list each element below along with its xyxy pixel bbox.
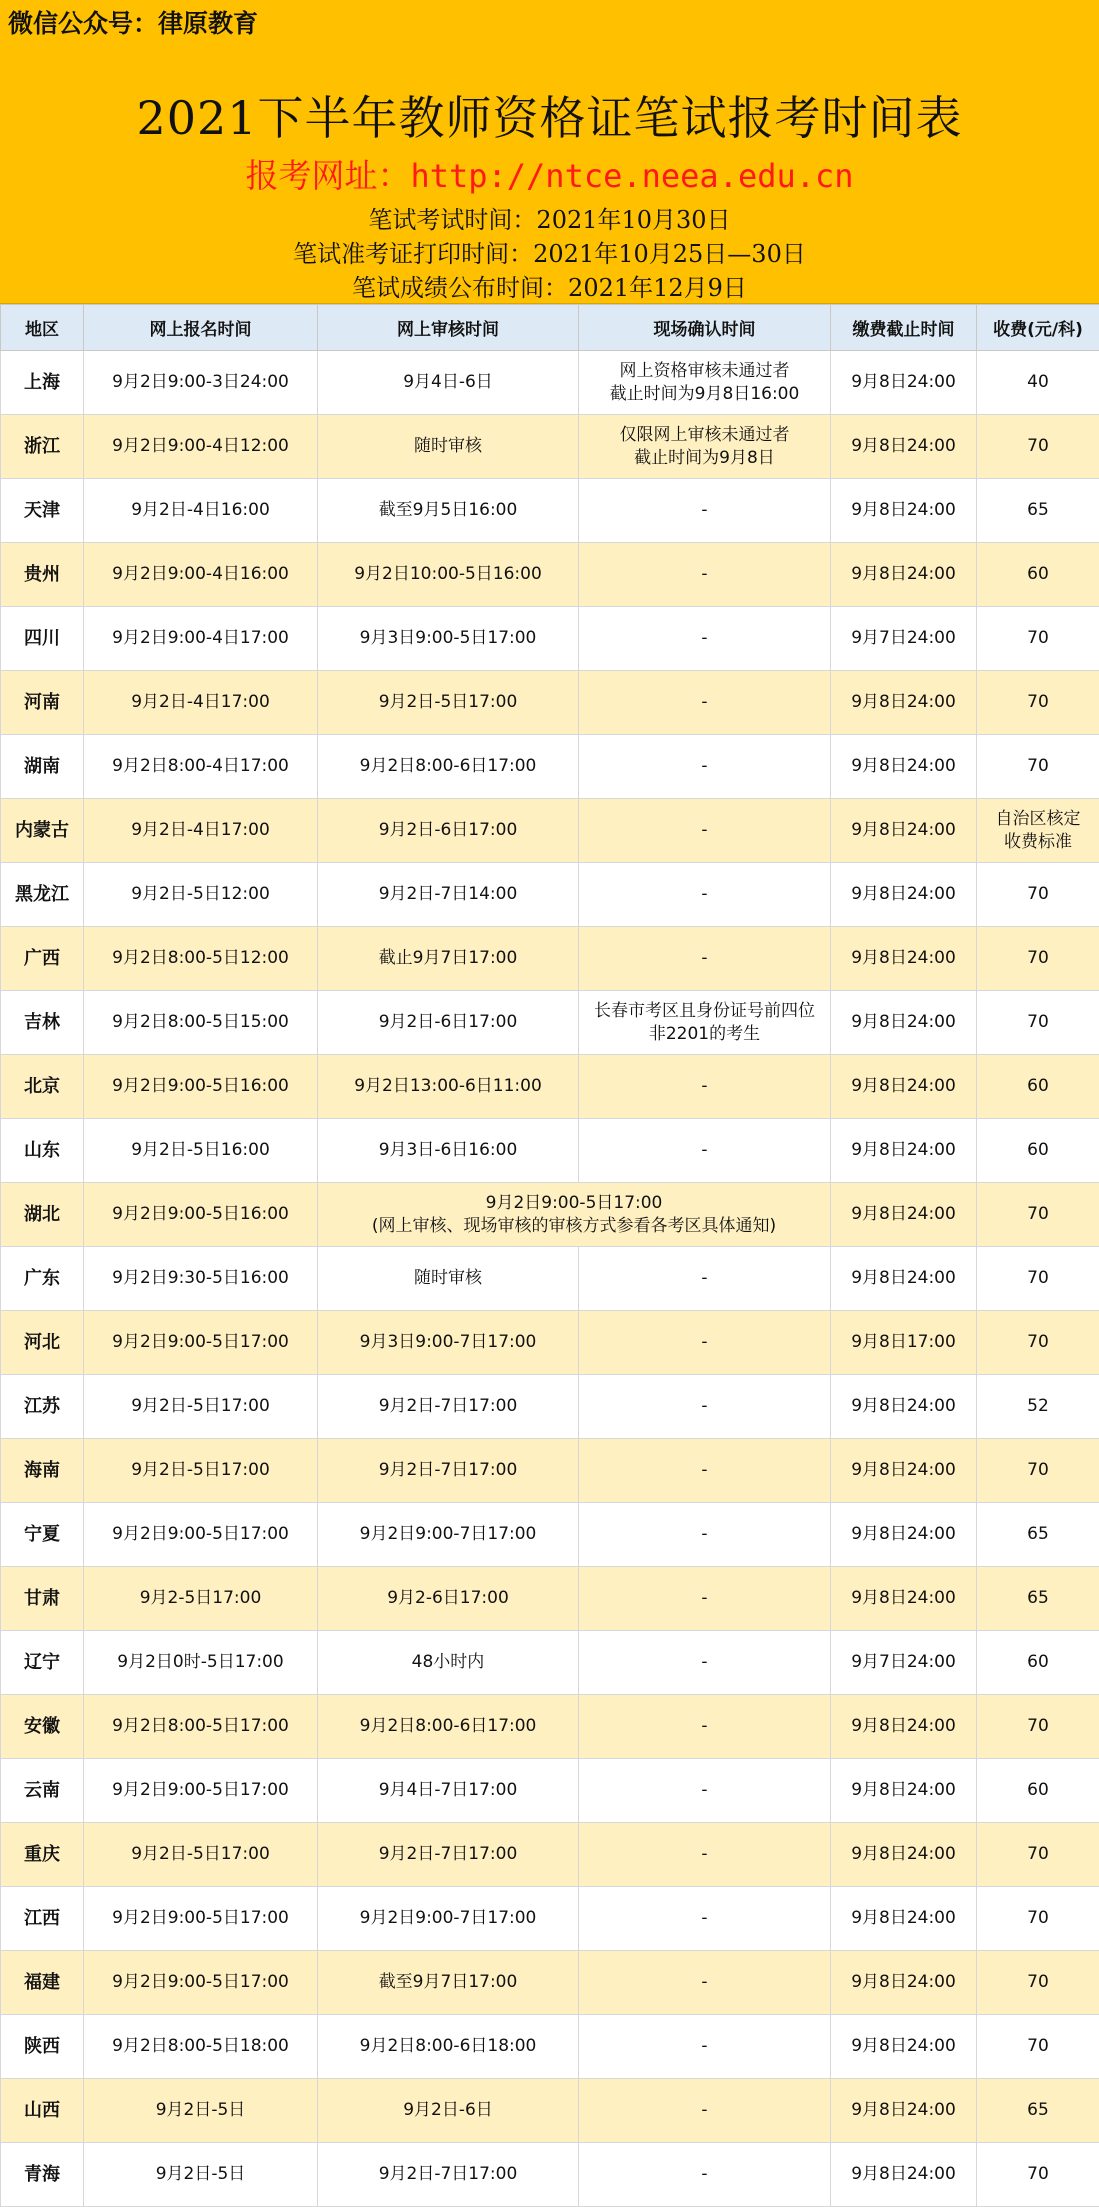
region-cell: 浙江 <box>1 415 84 479</box>
payment-deadline-cell: 9月8日24:00 <box>831 1695 977 1759</box>
confirm-time-cell <box>579 1823 831 1887</box>
fee-cell-line: 65 <box>979 1523 1097 1546</box>
register-time-cell: 9月2日-4日17:00 <box>84 799 318 863</box>
fee-cell <box>977 607 1099 671</box>
fee-cell <box>977 671 1099 735</box>
region-cell: 吉林 <box>1 991 84 1055</box>
fee-cell-line: 70 <box>979 627 1097 650</box>
confirm-time-cell-line: 长春市考区且身份证号前四位 <box>581 1000 828 1023</box>
table-row <box>1 2015 1099 2079</box>
review-time-cell: 9月2日13:00-6日11:00 <box>318 1055 579 1119</box>
register-time-cell: 9月2日-5日 <box>84 2143 318 2207</box>
confirm-time-cell-line: - <box>581 1075 828 1098</box>
fee-cell-line: 52 <box>979 1395 1097 1418</box>
region-cell: 湖南 <box>1 735 84 799</box>
payment-deadline-cell: 9月8日24:00 <box>831 351 977 415</box>
review-time-cell: 9月2日10:00-5日16:00 <box>318 543 579 607</box>
table-row <box>1 543 1099 607</box>
confirm-time-cell <box>579 1695 831 1759</box>
confirm-time-cell-line: - <box>581 1587 828 1610</box>
table-row <box>1 1823 1099 1887</box>
table-row <box>1 1119 1099 1183</box>
confirm-time-cell-line: - <box>581 1779 828 1802</box>
table-row <box>1 1631 1099 1695</box>
region-cell: 云南 <box>1 1759 84 1823</box>
confirm-time-cell <box>579 1311 831 1375</box>
confirm-time-cell-line: - <box>581 1651 828 1674</box>
review-time-cell: 9月2日-6日17:00 <box>318 799 579 863</box>
fee-cell-line: 60 <box>979 1139 1097 1162</box>
review-time-cell: 9月2日-7日17:00 <box>318 1823 579 1887</box>
page-title: 2021下半年教师资格证笔试报考时间表 <box>0 82 1099 148</box>
register-time-cell: 9月2日8:00-4日17:00 <box>84 735 318 799</box>
fee-cell-line: 70 <box>979 1971 1097 1994</box>
region-cell: 山西 <box>1 2079 84 2143</box>
payment-deadline-cell: 9月8日24:00 <box>831 415 977 479</box>
review-time-cell: 9月2日8:00-6日17:00 <box>318 735 579 799</box>
payment-deadline-cell: 9月8日17:00 <box>831 1311 977 1375</box>
fee-cell <box>977 927 1099 991</box>
register-time-cell: 9月2日9:30-5日16:00 <box>84 1247 318 1311</box>
fee-cell <box>977 1695 1099 1759</box>
fee-cell-line: 65 <box>979 499 1097 522</box>
register-time-cell: 9月2日-4日16:00 <box>84 479 318 543</box>
register-time-cell: 9月2日-5日17:00 <box>84 1439 318 1503</box>
register-time-cell: 9月2日9:00-5日16:00 <box>84 1055 318 1119</box>
payment-deadline-cell: 9月8日24:00 <box>831 927 977 991</box>
confirm-time-cell <box>579 927 831 991</box>
review-time-cell: 9月2日-7日17:00 <box>318 1375 579 1439</box>
merged-review-confirm-cell-line: (网上审核、现场审核的审核方式参看各考区具体通知) <box>320 1215 828 1238</box>
table-row <box>1 479 1099 543</box>
payment-deadline-cell: 9月8日24:00 <box>831 799 977 863</box>
register-time-cell: 9月2日9:00-3日24:00 <box>84 351 318 415</box>
table-row <box>1 1695 1099 1759</box>
confirm-time-cell <box>579 1567 831 1631</box>
register-time-cell: 9月2日9:00-4日12:00 <box>84 415 318 479</box>
confirm-time-cell <box>579 1503 831 1567</box>
confirm-time-cell-line: - <box>581 883 828 906</box>
payment-deadline-cell: 9月8日24:00 <box>831 1567 977 1631</box>
fee-cell-line: 60 <box>979 563 1097 586</box>
region-cell: 黑龙江 <box>1 863 84 927</box>
register-time-cell: 9月2日0时-5日17:00 <box>84 1631 318 1695</box>
payment-deadline-cell: 9月8日24:00 <box>831 1823 977 1887</box>
confirm-time-cell <box>579 735 831 799</box>
table-row <box>1 1503 1099 1567</box>
url-label: 报考网址： <box>245 156 410 195</box>
review-time-cell: 9月2-6日17:00 <box>318 1567 579 1631</box>
confirm-time-cell <box>579 607 831 671</box>
table-row <box>1 927 1099 991</box>
payment-deadline-cell: 9月7日24:00 <box>831 1631 977 1695</box>
fee-cell <box>977 415 1099 479</box>
region-cell: 河南 <box>1 671 84 735</box>
region-cell: 安徽 <box>1 1695 84 1759</box>
fee-cell <box>977 543 1099 607</box>
table-row <box>1 607 1099 671</box>
register-time-cell: 9月2日9:00-4日17:00 <box>84 607 318 671</box>
fee-cell-line: 70 <box>979 1331 1097 1354</box>
review-time-cell: 48小时内 <box>318 1631 579 1695</box>
table-row <box>1 1759 1099 1823</box>
table-row <box>1 1951 1099 2015</box>
fee-cell-line: 70 <box>979 755 1097 778</box>
region-cell: 广西 <box>1 927 84 991</box>
table-row <box>1 735 1099 799</box>
review-time-cell: 截至9月7日17:00 <box>318 1951 579 2015</box>
payment-deadline-cell: 9月8日24:00 <box>831 1439 977 1503</box>
confirm-time-cell-line: 仅限网上审核未通过者 <box>581 424 828 447</box>
confirm-time-cell <box>579 1119 831 1183</box>
table-row <box>1 1055 1099 1119</box>
review-time-cell: 9月3日-6日16:00 <box>318 1119 579 1183</box>
payment-deadline-cell: 9月7日24:00 <box>831 607 977 671</box>
register-time-cell: 9月2日-5日12:00 <box>84 863 318 927</box>
fee-cell-line: 自治区核定 <box>979 808 1097 831</box>
fee-cell-line: 收费标准 <box>979 831 1097 854</box>
region-cell: 福建 <box>1 1951 84 2015</box>
register-time-cell: 9月2日8:00-5日17:00 <box>84 1695 318 1759</box>
confirm-time-cell <box>579 1055 831 1119</box>
column-header-payment: 缴费截止时间 <box>831 305 977 351</box>
fee-cell-line: 70 <box>979 947 1097 970</box>
confirm-time-cell <box>579 479 831 543</box>
review-time-cell: 9月2日8:00-6日17:00 <box>318 1695 579 1759</box>
payment-deadline-cell: 9月8日24:00 <box>831 991 977 1055</box>
region-cell: 甘肃 <box>1 1567 84 1631</box>
payment-deadline-cell: 9月8日24:00 <box>831 543 977 607</box>
confirm-time-cell-line: - <box>581 1395 828 1418</box>
confirm-time-cell <box>579 415 831 479</box>
fee-cell-line: 70 <box>979 1715 1097 1738</box>
table-row <box>1 351 1099 415</box>
payment-deadline-cell: 9月8日24:00 <box>831 1183 977 1247</box>
confirm-time-cell-line: - <box>581 1267 828 1290</box>
exam-time-info: 笔试考试时间：2021年10月30日 <box>0 200 1099 235</box>
confirm-time-cell <box>579 543 831 607</box>
confirm-time-cell-line: - <box>581 627 828 650</box>
column-header-region: 地区 <box>1 305 84 351</box>
fee-cell-line: 65 <box>979 1587 1097 1610</box>
confirm-time-cell-line: 截止时间为9月8日16:00 <box>581 383 828 406</box>
fee-cell-line: 70 <box>979 2163 1097 2186</box>
region-cell: 河北 <box>1 1311 84 1375</box>
review-time-cell: 截止9月7日17:00 <box>318 927 579 991</box>
confirm-time-cell <box>579 991 831 1055</box>
fee-cell-line: 70 <box>979 1203 1097 1226</box>
region-cell: 山东 <box>1 1119 84 1183</box>
column-header-review: 网上审核时间 <box>318 305 579 351</box>
register-time-cell: 9月2日-5日 <box>84 2079 318 2143</box>
region-cell: 天津 <box>1 479 84 543</box>
review-time-cell: 9月2日9:00-7日17:00 <box>318 1503 579 1567</box>
fee-cell <box>977 1503 1099 1567</box>
register-time-cell: 9月2日9:00-5日16:00 <box>84 1183 318 1247</box>
fee-cell <box>977 1887 1099 1951</box>
confirm-time-cell <box>579 351 831 415</box>
fee-cell <box>977 351 1099 415</box>
column-header-fee: 收费(元/科) <box>977 305 1099 351</box>
admit-print-time-info: 笔试准考证打印时间：2021年10月25日—30日 <box>0 234 1099 269</box>
register-time-cell: 9月2日9:00-5日17:00 <box>84 1311 318 1375</box>
register-time-cell: 9月2日9:00-5日17:00 <box>84 1759 318 1823</box>
confirm-time-cell-line: - <box>581 1971 828 1994</box>
region-cell: 陕西 <box>1 2015 84 2079</box>
confirm-time-cell-line: - <box>581 2163 828 2186</box>
payment-deadline-cell: 9月8日24:00 <box>831 671 977 735</box>
registration-url-link[interactable]: http://ntce.neea.edu.cn <box>410 157 853 195</box>
fee-cell-line: 60 <box>979 1075 1097 1098</box>
region-cell: 青海 <box>1 2143 84 2207</box>
register-time-cell: 9月2日8:00-5日18:00 <box>84 2015 318 2079</box>
payment-deadline-cell: 9月8日24:00 <box>831 1503 977 1567</box>
review-time-cell: 9月3日9:00-7日17:00 <box>318 1311 579 1375</box>
fee-cell <box>977 1439 1099 1503</box>
fee-cell <box>977 1631 1099 1695</box>
confirm-time-cell <box>579 1759 831 1823</box>
confirm-time-cell-line: 非2201的考生 <box>581 1023 828 1046</box>
table-row <box>1 1183 1099 1247</box>
register-time-cell: 9月2-5日17:00 <box>84 1567 318 1631</box>
fee-cell <box>977 2015 1099 2079</box>
region-cell: 广东 <box>1 1247 84 1311</box>
table-row <box>1 2079 1099 2143</box>
confirm-time-cell <box>579 1247 831 1311</box>
table-row <box>1 415 1099 479</box>
confirm-time-cell-line: - <box>581 1907 828 1930</box>
confirm-time-cell-line: 截止时间为9月8日 <box>581 447 828 470</box>
schedule-table <box>0 304 1099 2207</box>
table-row <box>1 1439 1099 1503</box>
payment-deadline-cell: 9月8日24:00 <box>831 1375 977 1439</box>
confirm-time-cell-line: - <box>581 2099 828 2122</box>
region-cell: 江苏 <box>1 1375 84 1439</box>
review-time-cell: 9月2日-5日17:00 <box>318 671 579 735</box>
review-time-cell: 随时审核 <box>318 415 579 479</box>
table-row <box>1 1311 1099 1375</box>
payment-deadline-cell: 9月8日24:00 <box>831 2143 977 2207</box>
fee-cell <box>977 735 1099 799</box>
region-cell: 四川 <box>1 607 84 671</box>
payment-deadline-cell: 9月8日24:00 <box>831 1055 977 1119</box>
confirm-time-cell-line: - <box>581 755 828 778</box>
confirm-time-cell-line: - <box>581 563 828 586</box>
fee-cell <box>977 1759 1099 1823</box>
confirm-time-cell <box>579 1375 831 1439</box>
review-time-cell: 9月2日-6日17:00 <box>318 991 579 1055</box>
confirm-time-cell-line: - <box>581 1139 828 1162</box>
register-time-cell: 9月2日9:00-5日17:00 <box>84 1951 318 2015</box>
confirm-time-cell <box>579 1951 831 2015</box>
register-time-cell: 9月2日9:00-4日16:00 <box>84 543 318 607</box>
region-cell: 内蒙古 <box>1 799 84 863</box>
fee-cell-line: 70 <box>979 691 1097 714</box>
table-row <box>1 1567 1099 1631</box>
region-cell: 海南 <box>1 1439 84 1503</box>
region-cell: 辽宁 <box>1 1631 84 1695</box>
fee-cell-line: 65 <box>979 2099 1097 2122</box>
region-cell: 湖北 <box>1 1183 84 1247</box>
confirm-time-cell-line: - <box>581 2035 828 2058</box>
register-time-cell: 9月2日9:00-5日17:00 <box>84 1887 318 1951</box>
confirm-time-cell <box>579 799 831 863</box>
fee-cell <box>977 1375 1099 1439</box>
review-time-cell: 9月2日-6日 <box>318 2079 579 2143</box>
fee-cell <box>977 2143 1099 2207</box>
confirm-time-cell <box>579 863 831 927</box>
fee-cell-line: 70 <box>979 2035 1097 2058</box>
fee-cell-line: 70 <box>979 1011 1097 1034</box>
fee-cell <box>977 1247 1099 1311</box>
table-row <box>1 863 1099 927</box>
register-time-cell: 9月2日8:00-5日15:00 <box>84 991 318 1055</box>
confirm-time-cell-line: - <box>581 499 828 522</box>
table-row <box>1 1375 1099 1439</box>
fee-cell-line: 60 <box>979 1779 1097 1802</box>
payment-deadline-cell: 9月8日24:00 <box>831 735 977 799</box>
table-row <box>1 1247 1099 1311</box>
register-time-cell: 9月2日-5日16:00 <box>84 1119 318 1183</box>
confirm-time-cell <box>579 1439 831 1503</box>
confirm-time-cell-line: - <box>581 1523 828 1546</box>
schedule-table-body <box>1 351 1099 2207</box>
score-release-time-info: 笔试成绩公布时间：2021年12月9日 <box>0 268 1099 303</box>
fee-cell-line: 70 <box>979 1907 1097 1930</box>
fee-cell <box>977 479 1099 543</box>
fee-cell-line: 70 <box>979 883 1097 906</box>
confirm-time-cell-line: - <box>581 947 828 970</box>
review-time-cell: 9月2日-7日17:00 <box>318 1439 579 1503</box>
confirm-time-cell-line: - <box>581 1459 828 1482</box>
table-header-row <box>1 305 1099 351</box>
region-cell: 宁夏 <box>1 1503 84 1567</box>
confirm-time-cell <box>579 1887 831 1951</box>
wechat-account-label: 微信公众号：律原教育 <box>8 4 258 40</box>
header-banner <box>0 0 1099 304</box>
register-time-cell: 9月2日9:00-5日17:00 <box>84 1503 318 1567</box>
fee-cell <box>977 1567 1099 1631</box>
payment-deadline-cell: 9月8日24:00 <box>831 1887 977 1951</box>
fee-cell <box>977 1311 1099 1375</box>
region-cell: 上海 <box>1 351 84 415</box>
fee-cell <box>977 799 1099 863</box>
fee-cell <box>977 2079 1099 2143</box>
payment-deadline-cell: 9月8日24:00 <box>831 2015 977 2079</box>
payment-deadline-cell: 9月8日24:00 <box>831 1759 977 1823</box>
region-cell: 北京 <box>1 1055 84 1119</box>
review-time-cell: 9月4日-7日17:00 <box>318 1759 579 1823</box>
review-time-cell: 9月4日-6日 <box>318 351 579 415</box>
region-cell: 重庆 <box>1 1823 84 1887</box>
register-time-cell: 9月2日-5日17:00 <box>84 1823 318 1887</box>
table-row <box>1 2143 1099 2207</box>
confirm-time-cell <box>579 671 831 735</box>
payment-deadline-cell: 9月8日24:00 <box>831 479 977 543</box>
table-row <box>1 799 1099 863</box>
review-time-cell: 随时审核 <box>318 1247 579 1311</box>
confirm-time-cell-line: - <box>581 819 828 842</box>
review-time-cell: 截至9月5日16:00 <box>318 479 579 543</box>
confirm-time-cell-line: - <box>581 1331 828 1354</box>
confirm-time-cell-line: 网上资格审核未通过者 <box>581 360 828 383</box>
confirm-time-cell-line: - <box>581 691 828 714</box>
fee-cell <box>977 1951 1099 2015</box>
register-time-cell: 9月2日-4日17:00 <box>84 671 318 735</box>
fee-cell <box>977 1119 1099 1183</box>
region-cell: 贵州 <box>1 543 84 607</box>
registration-url-line <box>0 150 1099 197</box>
fee-cell <box>977 991 1099 1055</box>
confirm-time-cell-line: - <box>581 1715 828 1738</box>
payment-deadline-cell: 9月8日24:00 <box>831 863 977 927</box>
fee-cell-line: 40 <box>979 371 1097 394</box>
fee-cell <box>977 1055 1099 1119</box>
payment-deadline-cell: 9月8日24:00 <box>831 1247 977 1311</box>
confirm-time-cell <box>579 2143 831 2207</box>
payment-deadline-cell: 9月8日24:00 <box>831 1951 977 2015</box>
confirm-time-cell <box>579 1631 831 1695</box>
table-row <box>1 991 1099 1055</box>
fee-cell <box>977 1823 1099 1887</box>
fee-cell-line: 70 <box>979 435 1097 458</box>
register-time-cell: 9月2日8:00-5日12:00 <box>84 927 318 991</box>
merged-review-confirm-cell-line: 9月2日9:00-5日17:00 <box>320 1192 828 1215</box>
table-row <box>1 671 1099 735</box>
fee-cell-line: 70 <box>979 1267 1097 1290</box>
confirm-time-cell <box>579 2079 831 2143</box>
confirm-time-cell <box>579 2015 831 2079</box>
review-time-cell: 9月2日9:00-7日17:00 <box>318 1887 579 1951</box>
fee-cell-line: 70 <box>979 1459 1097 1482</box>
review-time-cell: 9月2日-7日14:00 <box>318 863 579 927</box>
column-header-confirm: 现场确认时间 <box>579 305 831 351</box>
register-time-cell: 9月2日-5日17:00 <box>84 1375 318 1439</box>
fee-cell-line: 60 <box>979 1651 1097 1674</box>
payment-deadline-cell: 9月8日24:00 <box>831 1119 977 1183</box>
table-row <box>1 1887 1099 1951</box>
review-time-cell: 9月2日8:00-6日18:00 <box>318 2015 579 2079</box>
review-time-cell: 9月2日-7日17:00 <box>318 2143 579 2207</box>
merged-review-confirm-cell <box>318 1183 831 1247</box>
confirm-time-cell-line: - <box>581 1843 828 1866</box>
fee-cell <box>977 863 1099 927</box>
fee-cell-line: 70 <box>979 1843 1097 1866</box>
payment-deadline-cell: 9月8日24:00 <box>831 2079 977 2143</box>
fee-cell <box>977 1183 1099 1247</box>
column-header-register: 网上报名时间 <box>84 305 318 351</box>
region-cell: 江西 <box>1 1887 84 1951</box>
review-time-cell: 9月3日9:00-5日17:00 <box>318 607 579 671</box>
